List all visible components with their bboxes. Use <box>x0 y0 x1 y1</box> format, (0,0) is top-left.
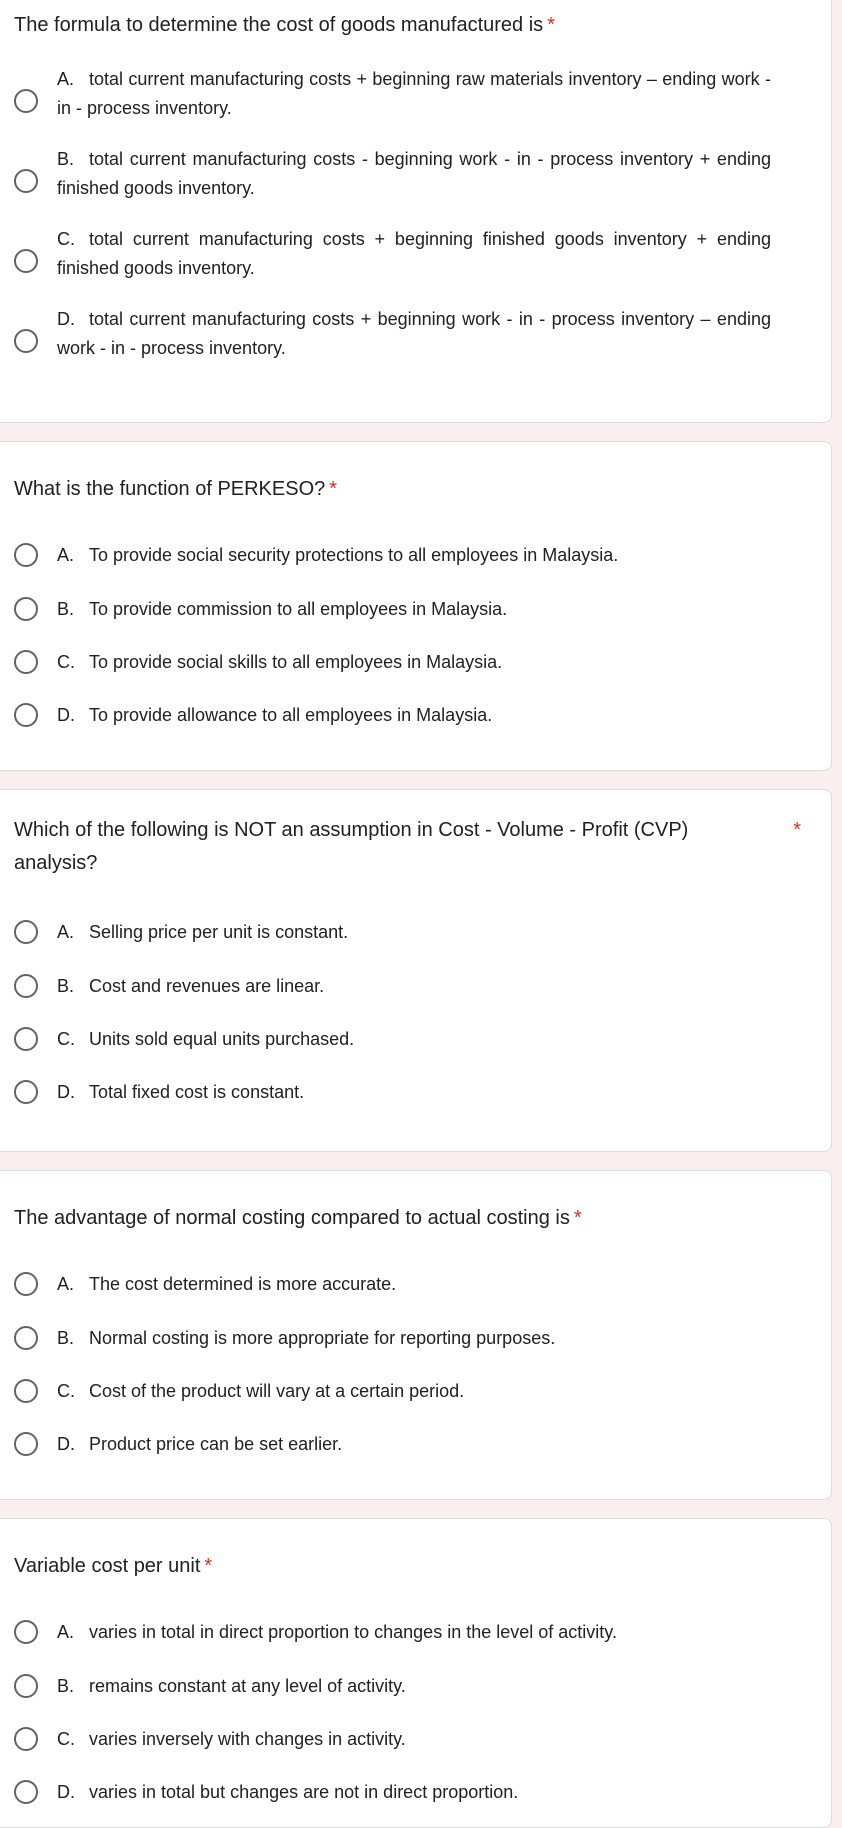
radio-option-c[interactable] <box>0 1025 831 1054</box>
radio-option-a[interactable] <box>0 1270 831 1299</box>
option-label: D. varies in total but changes are not in direct proportion. <box>57 1782 519 1802</box>
radio-option-b[interactable] <box>0 145 831 203</box>
radio-option-a[interactable] <box>0 1618 831 1647</box>
question-title: The formula to determine the cost of goods manufactured is * <box>14 14 555 36</box>
required-asterisk: * <box>329 478 338 500</box>
option-label: D. Product price can be set earlier. <box>57 1434 343 1454</box>
option-label: A. The cost determined is more accurate. <box>57 1274 397 1294</box>
option-label: D. Total fixed cost is constant. <box>57 1082 305 1102</box>
radio-option-b[interactable] <box>0 1324 831 1353</box>
radio-option-c[interactable] <box>0 648 831 677</box>
option-label: B. To provide commission to all employees in Malaysia. <box>57 599 508 619</box>
radio-option-b[interactable] <box>0 1672 831 1701</box>
radio-button[interactable] <box>14 920 38 944</box>
radio-button[interactable] <box>14 1780 38 1804</box>
question-title: Variable cost per unit * <box>14 1555 213 1577</box>
radio-button[interactable] <box>14 329 38 353</box>
radio-option-d[interactable] <box>0 701 831 730</box>
radio-button[interactable] <box>14 249 38 273</box>
option-label: C. varies inversely with changes in activity. <box>57 1729 406 1749</box>
option-label: A. Selling price per unit is constant. <box>57 922 349 942</box>
option-label: C. Units sold equal units purchased. <box>57 1029 355 1049</box>
radio-button[interactable] <box>14 1674 38 1698</box>
question-card <box>0 1518 832 1828</box>
radio-button[interactable] <box>14 650 38 674</box>
question-title: The advantage of normal costing compared to actual costing is * <box>14 1207 582 1229</box>
option-label: C. total current manufacturing costs + beginning finished goods inventory + ending finished goods inventory. <box>57 229 771 278</box>
radio-button[interactable] <box>14 89 38 113</box>
radio-button[interactable] <box>14 1379 38 1403</box>
radio-option-c[interactable] <box>0 1725 831 1754</box>
question-title: What is the function of PERKESO? * <box>14 478 338 500</box>
radio-button[interactable] <box>14 1727 38 1751</box>
question-card <box>0 0 832 423</box>
question-card <box>0 441 832 771</box>
radio-button[interactable] <box>14 1272 38 1296</box>
required-asterisk: * <box>547 14 555 36</box>
radio-button[interactable] <box>14 1080 38 1104</box>
radio-button[interactable] <box>14 1620 38 1644</box>
radio-option-a[interactable] <box>0 918 831 947</box>
required-asterisk: * <box>573 1207 582 1229</box>
radio-button[interactable] <box>14 1432 38 1456</box>
radio-button[interactable] <box>14 703 38 727</box>
option-label: A. varies in total in direct proportion to changes in the level of activity. <box>57 1622 617 1642</box>
question-card <box>0 1170 832 1500</box>
question-card <box>0 789 832 1152</box>
required-asterisk: * <box>204 1555 213 1577</box>
radio-option-d[interactable] <box>0 1078 831 1107</box>
radio-option-b[interactable] <box>0 595 831 624</box>
option-label: B. Cost and revenues are linear. <box>57 976 325 996</box>
radio-option-c[interactable] <box>0 225 831 283</box>
radio-option-a[interactable] <box>0 541 831 570</box>
option-label: B. Normal costing is more appropriate for reporting purposes. <box>57 1328 556 1348</box>
option-label: A. total current manufacturing costs + beginning raw materials inventory – ending work - in - process inventory. <box>57 69 771 118</box>
radio-option-b[interactable] <box>0 972 831 1001</box>
radio-option-d[interactable] <box>0 1778 831 1807</box>
radio-option-d[interactable] <box>0 1430 831 1459</box>
radio-button[interactable] <box>14 169 38 193</box>
radio-option-a[interactable] <box>0 65 831 123</box>
radio-button[interactable] <box>14 543 38 567</box>
option-label: C. To provide social skills to all employees in Malaysia. <box>57 652 503 672</box>
radio-option-c[interactable] <box>0 1377 831 1406</box>
option-label: C. Cost of the product will vary at a certain period. <box>57 1381 465 1401</box>
option-label: B. total current manufacturing costs - beginning work - in - process inventory + ending finished goods inventory. <box>57 149 771 198</box>
radio-button[interactable] <box>14 1027 38 1051</box>
option-label: B. remains constant at any level of activity. <box>57 1676 406 1696</box>
radio-button[interactable] <box>14 597 38 621</box>
option-label: D. To provide allowance to all employees in Malaysia. <box>57 705 493 725</box>
radio-button[interactable] <box>14 1326 38 1350</box>
radio-option-d[interactable] <box>0 305 831 363</box>
required-asterisk: * <box>793 819 801 841</box>
question-title: Which of the following is NOT an assumption in Cost - Volume - Profit (CVP) analysis? * <box>0 790 831 880</box>
option-label: A. To provide social security protections to all employees in Malaysia. <box>57 545 619 565</box>
option-label: D. total current manufacturing costs + beginning work - in - process inventory – ending work - in - process inventory. <box>57 309 771 358</box>
radio-button[interactable] <box>14 974 38 998</box>
